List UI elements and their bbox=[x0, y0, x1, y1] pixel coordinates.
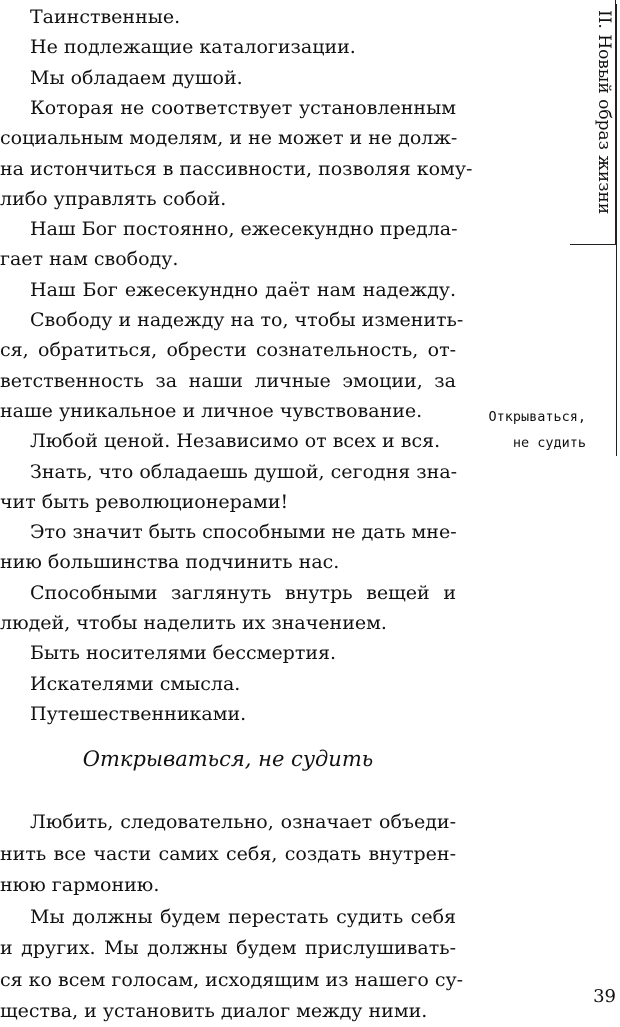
page-number: 39 bbox=[593, 986, 616, 1007]
text-line: людей, чтобы наделить их значением. bbox=[0, 612, 387, 634]
text-line: ся, обратиться, обрести сознательность, от- bbox=[0, 339, 456, 362]
text-line: Знать, что обладаешь душой, сегодня зна- bbox=[30, 460, 458, 483]
text-line: щества, и установить диалог между ними. bbox=[0, 1000, 428, 1022]
text-line: Мы обладаем душой. bbox=[30, 66, 243, 89]
text-line: на истончиться в пассивности, позволяя кому- bbox=[0, 157, 473, 180]
text-line: Любой ценой. Независимо от всех и вся. bbox=[30, 430, 441, 453]
margin-note-line: Открываться, bbox=[488, 409, 586, 425]
text-line: социальным моделям, и не может и не долж- bbox=[0, 127, 458, 150]
text-line: ся ко всем голосам, исходящим из нашего су- bbox=[0, 968, 464, 991]
text-line: Свободу и надежду на то, чтобы изменить- bbox=[30, 309, 464, 331]
text-line: Не подлежащие каталогизации. bbox=[30, 36, 356, 59]
margin-note-line: не судить bbox=[512, 435, 586, 451]
text-line: Быть носителями бессмертия. bbox=[30, 642, 337, 665]
text-line: нить все части самих себя, создать внутрен- bbox=[0, 842, 456, 865]
margin-note bbox=[462, 404, 586, 456]
text-line: Искателями смысла. bbox=[30, 672, 241, 695]
text-line: наше уникальное и личное чувствование. bbox=[0, 399, 423, 422]
text-line: Это значит быть способными не дать мне- bbox=[30, 521, 457, 544]
margin-rule bbox=[616, 4, 617, 456]
text-line: Мы должны будем перестать судить себя bbox=[30, 905, 456, 928]
text-line: нюю гармонию. bbox=[0, 874, 160, 896]
text-line: ветственность за наши личные эмоции, за bbox=[0, 369, 456, 392]
text-line: Наш Бог ежесекундно даёт нам надежду. bbox=[30, 278, 456, 301]
text-line: Наш Бог постоянно, ежесекундно предла- bbox=[30, 218, 458, 241]
text-line: нию большинства подчинить нас. bbox=[0, 551, 340, 574]
chapter-tab-label: II. Новый образ жизни bbox=[594, 10, 614, 215]
text-line: Которая не соответствует установленным bbox=[30, 96, 456, 119]
text-line: Любить, следовательно, означает объеди- bbox=[30, 811, 456, 833]
text-line: Таинственные. bbox=[30, 6, 181, 28]
text-line: либо управлять собой. bbox=[0, 187, 227, 210]
section-heading: Открываться, не судить bbox=[82, 747, 374, 771]
text-line: гает нам свободу. bbox=[0, 248, 179, 271]
text-line: и других. Мы должны будем прислушивать- bbox=[0, 937, 456, 959]
text-line: Способными заглянуть внутрь вещей и bbox=[30, 581, 456, 604]
text-line: чит быть революционерами! bbox=[0, 490, 289, 513]
text-line: Путешественниками. bbox=[30, 702, 247, 725]
